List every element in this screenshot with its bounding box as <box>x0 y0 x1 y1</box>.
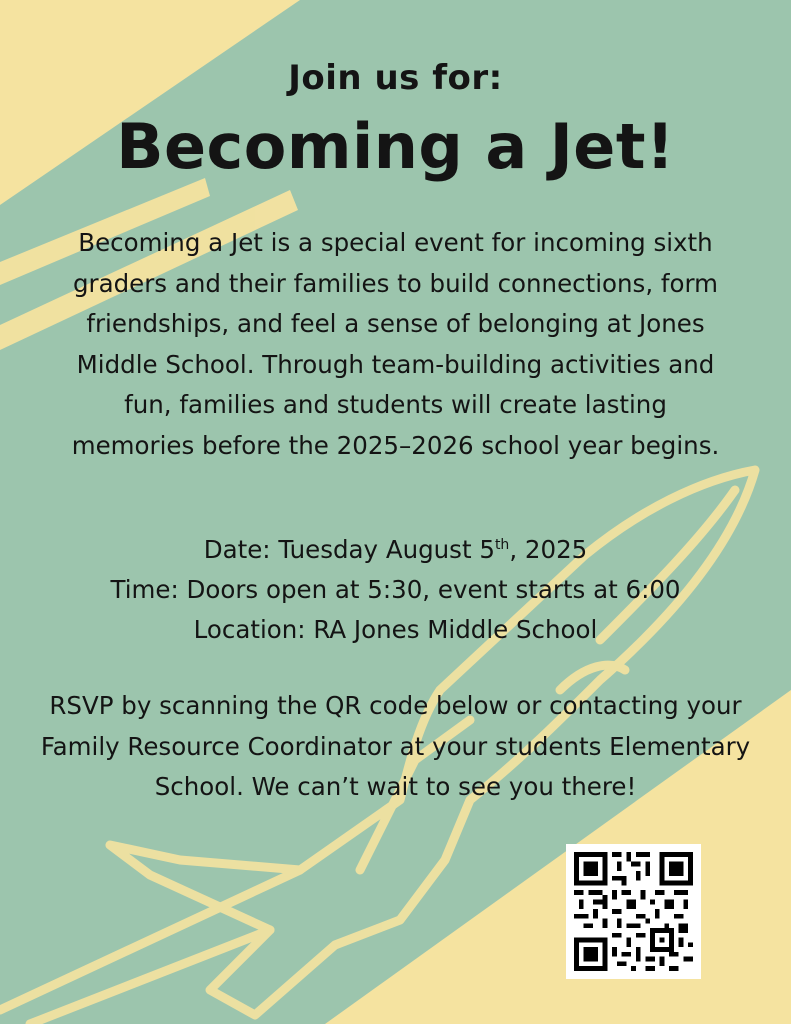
event-description: Becoming a Jet is a special event for incoming sixth graders and their families to build connections, form friendships, and feel a sense of belonging at Jones Middle School. Through team-building activities and fun, families and students will create lasting memories before the 2025–2026 school year begins. <box>71 228 720 460</box>
rsvp-qr-code[interactable] <box>566 844 701 979</box>
event-date-year: , 2025 <box>509 535 588 564</box>
pre-title: Join us for: <box>288 58 503 98</box>
qr-code-icon <box>574 852 693 971</box>
event-date <box>30 530 761 570</box>
event-date-text: Date: Tuesday August 5 <box>203 535 495 564</box>
rsvp-text: RSVP by scanning the QR code below or contacting your Family Resource Coordinator at your students Elementary School. We can’t wait to see you there! <box>40 691 751 801</box>
event-time: Time: Doors open at 5:30, event starts at 6:00 <box>110 575 681 604</box>
page-title: Becoming a Jet! <box>116 110 675 183</box>
event-location: Location: RA Jones Middle School <box>193 615 598 644</box>
event-details <box>30 530 761 650</box>
event-date-ordinal: th <box>494 536 510 553</box>
